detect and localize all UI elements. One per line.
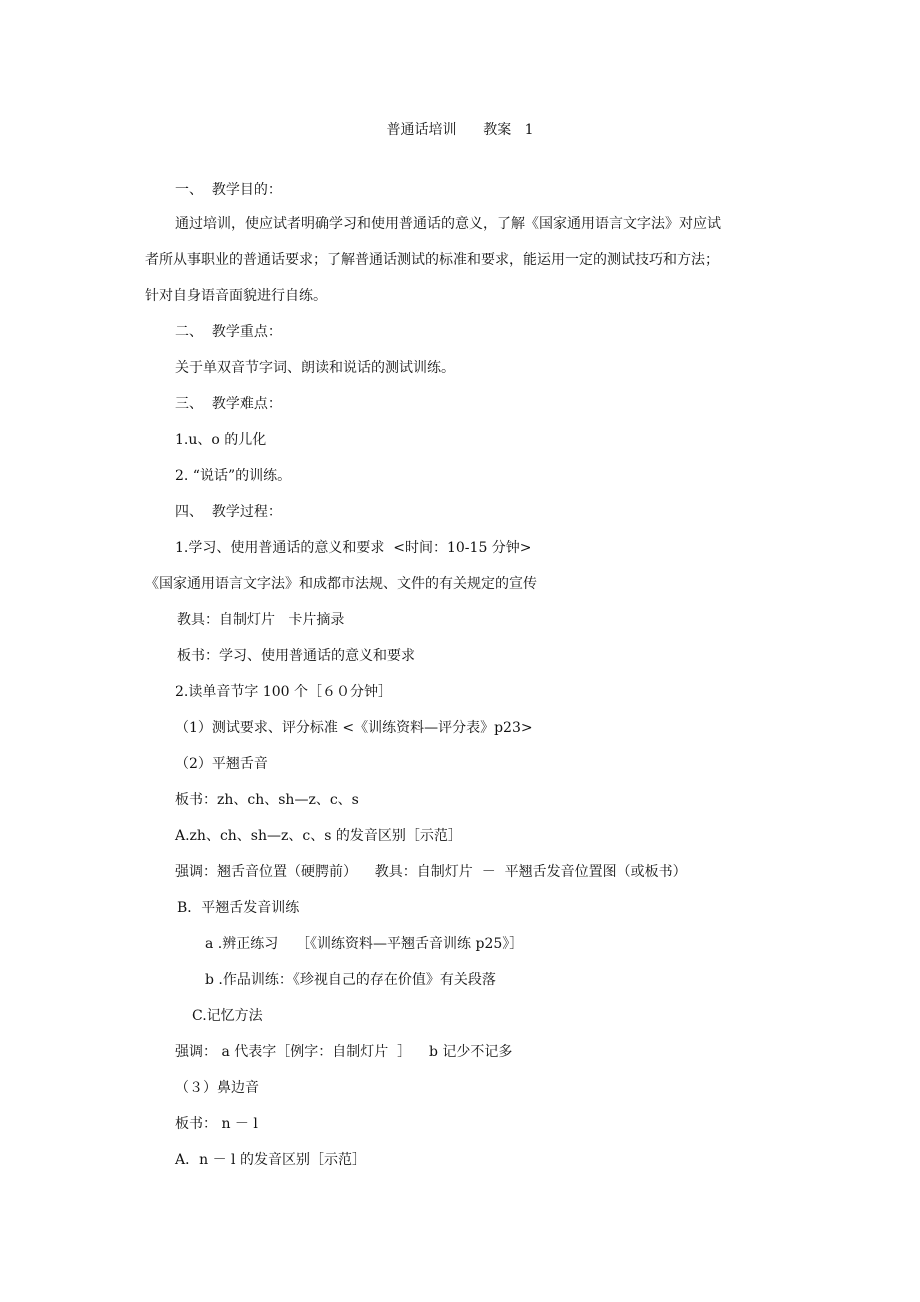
section-heading-objectives: 一、 教学目的： [175, 182, 282, 198]
paragraph-line: 针对自身语音面貌进行自练。 [145, 288, 327, 304]
paragraph-line: 教具：自制灯片 卡片摘录 [177, 612, 345, 628]
list-item: 1.u、o 的儿化 [175, 432, 267, 448]
paragraph-line: 《国家通用语言文字法》和成都市法规、文件的有关规定的宣传 [145, 576, 537, 592]
list-item: 1.学习、使用普通话的意义和要求 <时间：10-15 分钟> [175, 540, 532, 556]
list-item: C.记忆方法 [192, 1008, 263, 1024]
paragraph-line: 强调：翘舌音位置（硬腭前） 教具：自制灯片 － 平翘舌发音位置图（或板书） [175, 864, 687, 880]
list-item: （2）平翘舌音 [175, 756, 268, 772]
paragraph-line: 强调： a 代表字［例字：自制灯片 ］ b 记少不记多 [175, 1044, 513, 1060]
list-item: B．平翘舌发音训练 [177, 900, 300, 916]
paragraph-line: 者所从事职业的普通话要求；了解普通话测试的标准和要求，能运用一定的测试技巧和方法； [145, 252, 719, 268]
document-title: 普通话培训 教案 1 [386, 122, 534, 138]
list-item: a .辨正练习 ［《训练资料—平翘舌音训练 p25》］ [205, 936, 524, 952]
paragraph-line: 板书：zh、ch、sh—z、c、s [175, 792, 359, 808]
paragraph-line: A．n － l 的发音区别［示范］ [175, 1152, 366, 1168]
section-heading-process: 四、 教学过程： [175, 504, 282, 520]
list-item: 2.读单音节字 100 个［６０分钟］ [175, 684, 392, 700]
paragraph-line: 板书：学习、使用普通话的意义和要求 [177, 648, 415, 664]
paragraph-line: 通过培训，使应试者明确学习和使用普通话的意义，了解《国家通用语言文字法》对应试 [175, 216, 721, 232]
list-item: 2. “说话”的训练。 [175, 468, 292, 484]
paragraph-line: 关于单双音节字词、朗读和说话的测试训练。 [175, 360, 455, 376]
paragraph-line: 板书： n － l [175, 1116, 258, 1132]
list-item: （1）测试要求、评分标准 <《训练资料—评分表》p23> [175, 720, 533, 736]
section-heading-difficulties: 三、 教学难点： [175, 396, 282, 412]
list-item: b .作品训练：《珍视自己的存在价值》有关段落 [205, 972, 496, 988]
paragraph-line: A.zh、ch、sh—z、c、s 的发音区别［示范］ [175, 828, 462, 844]
section-heading-key-points: 二、 教学重点： [175, 324, 282, 340]
list-item: （３）鼻边音 [175, 1080, 259, 1096]
